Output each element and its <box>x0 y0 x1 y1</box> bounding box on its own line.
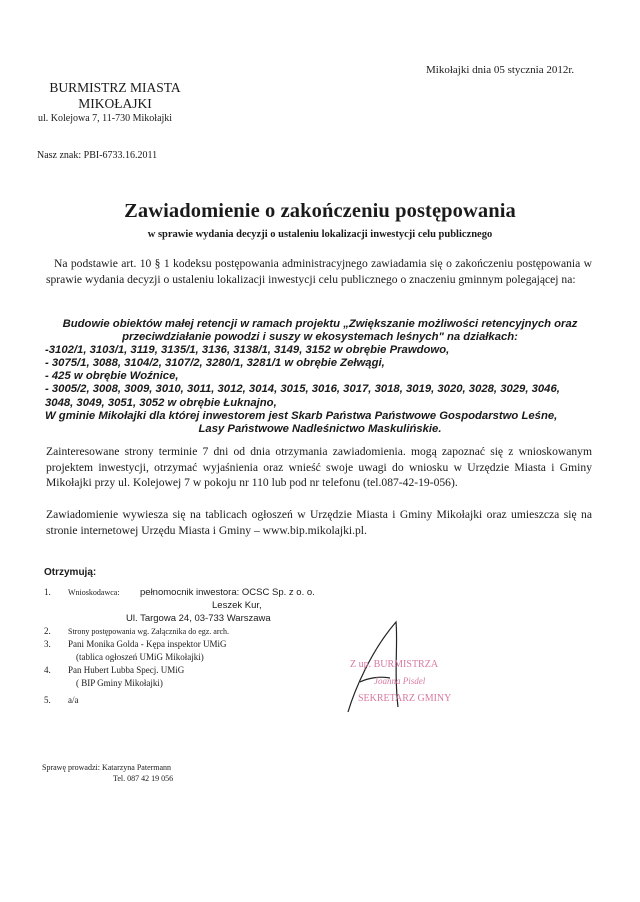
document-subtitle: w sprawie wydania decyzji o ustaleniu lokalizacji inwestycji celu publicznego <box>147 229 493 240</box>
document-title: Zawiadomienie o zakończeniu postępowania <box>124 200 516 222</box>
recipient-number: 2. <box>44 626 51 636</box>
project-line-3: -3102/1, 3103/1, 3119, 3135/1, 3136, 3138/1, 3149, 3152 w obrębie Prawdowo, <box>45 344 450 357</box>
parties-paragraph: Zainteresowane strony terminie 7 dni od dnia otrzymania zawiadomienia. mogą zapoznać się z wnioskowanym projektem inwestycji, otrzymać wyjaśnienia oraz wnieść swoje uwagi do wniosku w Urzędzie Miasta i Gminy Mikołajki przy ul. Kolejowej 7 w pokoju nr 110 lub pod nr telefonu (tel.087-42-19-056). <box>46 445 592 489</box>
project-line-6: - 3005/2, 3008, 3009, 3010, 3011, 3012, 3014, 3015, 3016, 3017, 3018, 3019, 3020, 3028, 3029, 3046, <box>45 383 560 396</box>
recipient-text: ( BIP Gminy Mikołajki) <box>76 678 163 688</box>
recipient-number: 3. <box>44 639 51 649</box>
recipient-text: Leszek Kur, <box>212 600 262 611</box>
project-line-9: Lasy Państwowe Nadleśnictwo Maskulińskie. <box>198 422 442 435</box>
recipient-text: Pan Hubert Lubba Specj. UMiG <box>68 665 185 675</box>
recipient-label: Wnioskodawca: <box>68 588 120 597</box>
issuer-address: ul. Kolejowa 7, 11-730 Mikołajki <box>38 113 173 124</box>
recipient-text: Strony postępowania wg. Załącznika do egz. arch. <box>68 627 230 636</box>
stamp-line-2: Joanna Pisdel <box>374 676 426 686</box>
project-line-2: przeciwdziałanie powodzi i suszy w ekosystemach leśnych" na działkach: <box>122 331 518 344</box>
stamp-line-1: Z up. BURMISTRZA <box>350 659 439 670</box>
project-line-8: W gminie Mikołajki dla której inwestorem jest Skarb Państwa Państwowe Gospodarstwo Leśne, <box>45 409 558 422</box>
project-line-7: 3048, 3049, 3051, 3052 w obrębie Łuknajno, <box>45 396 277 409</box>
project-line-1: Budowie obiektów małej retencji w ramach projektu „Zwiększanie możliwości retencyjnych oraz <box>62 318 578 330</box>
preparer-block <box>42 762 173 784</box>
official-stamp <box>350 656 451 707</box>
recipient-text: a/a <box>68 695 79 705</box>
document-date: Mikołajki dnia 05 stycznia 2012r. <box>426 64 575 76</box>
posting-paragraph: Zawiadomienie wywiesza się na tablicach ogłoszeń w Urzędzie Miasta i Gminy Mikołajki oraz umieszcza się na stronie internetowej Urzędu Miasta i Gminy – www.bip.mikolajki.pl. <box>46 508 592 537</box>
recipient-text: Ul. Targowa 24, 03-733 Warszawa <box>126 613 271 624</box>
recipient-number: 1. <box>44 587 51 597</box>
reference-number: Nasz znak: PBI-6733.16.2011 <box>37 150 158 161</box>
recipient-item-1 <box>44 586 464 599</box>
issuer-block <box>40 80 190 112</box>
issuer-line-1: BURMISTRZ MIASTA <box>49 80 181 95</box>
recipient-number: 4. <box>44 665 51 675</box>
intro-paragraph: Na podstawie art. 10 § 1 kodeksu postępowania administracyjnego zawiadamia się o zakończeniu postępowania w sprawie wydania decyzji o ustaleniu lokalizacji inwestycji celu publicznego o znaczeniu gminnym polegającej na: <box>46 257 592 286</box>
recipients-heading: Otrzymują: <box>44 567 97 578</box>
recipient-number: 5. <box>44 695 51 705</box>
preparer-phone: Tel. 087 42 19 056 <box>113 774 174 783</box>
issuer-line-2: MIKOŁAJKI <box>78 96 152 111</box>
preparer-name: Sprawę prowadzi: Katarzyna Patermann <box>42 763 172 772</box>
recipient-text: Pani Monika Golda - Kępa inspektor UMiG <box>68 639 227 649</box>
project-line-4: - 3075/1, 3088, 3104/2, 3107/2, 3280/1, 3281/1 w obrębie Zełwągi, <box>45 357 385 370</box>
project-line-5: - 425 w obrębie Woźnice, <box>45 370 179 383</box>
project-description <box>45 318 595 436</box>
stamp-line-3: SEKRETARZ GMINY <box>358 693 452 704</box>
recipient-text: pełnomocnik inwestora: OCSC Sp. z o. o. <box>140 587 315 598</box>
recipient-text: (tablica ogłoszeń UMiG Mikołajki) <box>76 652 204 662</box>
recipient-item-1-line-2 <box>44 599 464 612</box>
